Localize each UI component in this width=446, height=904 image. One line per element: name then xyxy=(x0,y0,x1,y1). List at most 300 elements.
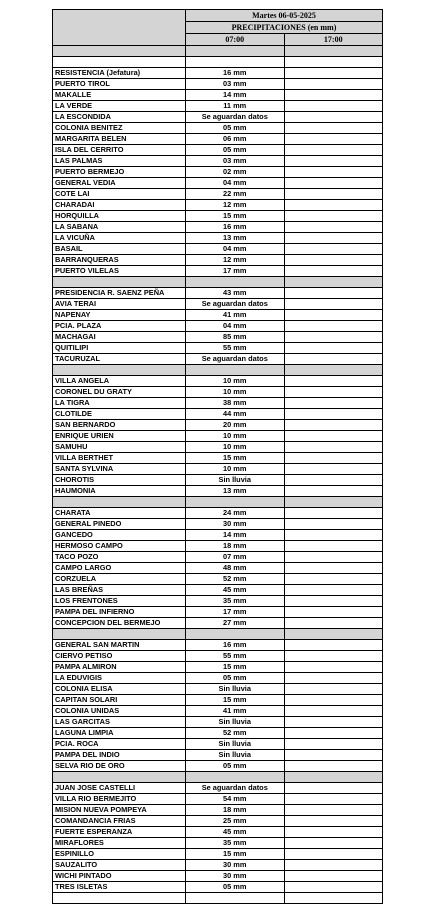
table-row xyxy=(53,255,383,266)
reading-1700 xyxy=(284,321,383,332)
table-row xyxy=(53,585,383,596)
reading-1700 xyxy=(284,464,383,475)
table-row xyxy=(53,695,383,706)
reading-1700 xyxy=(284,695,383,706)
station-name: MISION NUEVA POMPEYA xyxy=(53,805,186,816)
table-row xyxy=(53,519,383,530)
separator-cell xyxy=(284,629,383,640)
station-name: LAS GARCITAS xyxy=(53,717,186,728)
reading-0700: 48 mm xyxy=(186,563,285,574)
station-name: COLONIA UNIDAS xyxy=(53,706,186,717)
reading-0700: 13 mm xyxy=(186,233,285,244)
table-row xyxy=(53,343,383,354)
reading-1700 xyxy=(284,486,383,497)
reading-0700: 41 mm xyxy=(186,310,285,321)
station-name: HERMOSO CAMPO xyxy=(53,541,186,552)
reading-1700 xyxy=(284,233,383,244)
station-name: COLONIA BENITEZ xyxy=(53,123,186,134)
column-header-0700: 07:00 xyxy=(186,34,285,46)
reading-0700: 35 mm xyxy=(186,838,285,849)
reading-0700: 41 mm xyxy=(186,706,285,717)
blank-cell xyxy=(53,57,186,68)
reading-1700 xyxy=(284,607,383,618)
reading-1700 xyxy=(284,299,383,310)
station-name: MACHAGAI xyxy=(53,332,186,343)
separator-cell xyxy=(186,629,285,640)
reading-0700: Se aguardan datos xyxy=(186,112,285,123)
reading-0700: Se aguardan datos xyxy=(186,299,285,310)
separator-cell xyxy=(53,277,186,288)
table-row xyxy=(53,475,383,486)
reading-0700: 12 mm xyxy=(186,200,285,211)
reading-1700 xyxy=(284,420,383,431)
header-row-date xyxy=(53,10,383,22)
table-row xyxy=(53,849,383,860)
report-subtitle: PRECIPITACIONES (en mm) xyxy=(186,22,383,34)
reading-1700 xyxy=(284,310,383,321)
reading-0700: 30 mm xyxy=(186,871,285,882)
reading-1700 xyxy=(284,398,383,409)
station-name: GANCEDO xyxy=(53,530,186,541)
reading-1700 xyxy=(284,794,383,805)
reading-0700: 07 mm xyxy=(186,552,285,563)
reading-1700 xyxy=(284,123,383,134)
blank-cell xyxy=(284,893,383,904)
reading-0700: 10 mm xyxy=(186,387,285,398)
group-separator xyxy=(53,46,383,57)
reading-0700: Sin lluvia xyxy=(186,475,285,486)
reading-0700: 10 mm xyxy=(186,464,285,475)
reading-0700: 27 mm xyxy=(186,618,285,629)
table-row xyxy=(53,332,383,343)
table-row xyxy=(53,266,383,277)
reading-0700: 04 mm xyxy=(186,178,285,189)
table-row xyxy=(53,827,383,838)
reading-1700 xyxy=(284,211,383,222)
reading-1700 xyxy=(284,112,383,123)
station-name: MARGARITA BELEN xyxy=(53,134,186,145)
table-row xyxy=(53,398,383,409)
reading-1700 xyxy=(284,706,383,717)
reading-0700: 14 mm xyxy=(186,530,285,541)
station-name: PCIA. PLAZA xyxy=(53,321,186,332)
reading-0700: 35 mm xyxy=(186,596,285,607)
table-row xyxy=(53,739,383,750)
table-row xyxy=(53,189,383,200)
header-row-subtitle xyxy=(53,22,383,34)
reading-0700: 22 mm xyxy=(186,189,285,200)
reading-1700 xyxy=(284,255,383,266)
reading-0700: Se aguardan datos xyxy=(186,783,285,794)
table-row xyxy=(53,409,383,420)
station-name: VILLA ANGELA xyxy=(53,376,186,387)
station-name: QUITILIPI xyxy=(53,343,186,354)
blank-row xyxy=(53,57,383,68)
table-row xyxy=(53,310,383,321)
station-name: LAGUNA LIMPIA xyxy=(53,728,186,739)
reading-1700 xyxy=(284,431,383,442)
reading-0700: 16 mm xyxy=(186,222,285,233)
report-date: Martes 06-05-2025 xyxy=(186,10,383,22)
table-row xyxy=(53,673,383,684)
table-row xyxy=(53,79,383,90)
reading-1700 xyxy=(284,574,383,585)
blank-cell xyxy=(53,893,186,904)
reading-1700 xyxy=(284,508,383,519)
reading-1700 xyxy=(284,79,383,90)
reading-0700: 55 mm xyxy=(186,343,285,354)
table-row xyxy=(53,871,383,882)
table-row xyxy=(53,387,383,398)
station-name: PRESIDENCIA R. SAENZ PEÑA xyxy=(53,288,186,299)
table-row xyxy=(53,640,383,651)
station-name: RESISTENCIA (Jefatura) xyxy=(53,68,186,79)
table-row xyxy=(53,607,383,618)
reading-1700 xyxy=(284,475,383,486)
table-row xyxy=(53,574,383,585)
reading-0700: 45 mm xyxy=(186,585,285,596)
table-row xyxy=(53,860,383,871)
table-row xyxy=(53,508,383,519)
reading-1700 xyxy=(284,90,383,101)
reading-0700: 30 mm xyxy=(186,519,285,530)
table-row xyxy=(53,761,383,772)
station-name: VILLA RIO BERMEJITO xyxy=(53,794,186,805)
station-name: WICHI PINTADO xyxy=(53,871,186,882)
table-row xyxy=(53,244,383,255)
reading-0700: 15 mm xyxy=(186,695,285,706)
reading-0700: Se aguardan datos xyxy=(186,354,285,365)
station-name: BASAIL xyxy=(53,244,186,255)
reading-1700 xyxy=(284,167,383,178)
table-row xyxy=(53,321,383,332)
station-name: CHARADAI xyxy=(53,200,186,211)
station-name: CORZUELA xyxy=(53,574,186,585)
separator-cell xyxy=(284,365,383,376)
reading-0700: 24 mm xyxy=(186,508,285,519)
station-name: LAS BREÑAS xyxy=(53,585,186,596)
station-name: GENERAL SAN MARTIN xyxy=(53,640,186,651)
reading-0700: 55 mm xyxy=(186,651,285,662)
station-name: BARRANQUERAS xyxy=(53,255,186,266)
reading-1700 xyxy=(284,739,383,750)
table-row xyxy=(53,750,383,761)
table-row xyxy=(53,167,383,178)
blank-cell xyxy=(284,57,383,68)
reading-0700: 44 mm xyxy=(186,409,285,420)
reading-1700 xyxy=(284,189,383,200)
separator-cell xyxy=(53,497,186,508)
separator-cell xyxy=(284,497,383,508)
station-name: LA VICUÑA xyxy=(53,233,186,244)
reading-0700: 14 mm xyxy=(186,90,285,101)
reading-0700: 05 mm xyxy=(186,145,285,156)
reading-1700 xyxy=(284,717,383,728)
precipitation-table xyxy=(52,9,383,904)
reading-0700: Sin lluvia xyxy=(186,717,285,728)
header-blank-cell xyxy=(53,34,186,46)
reading-1700 xyxy=(284,860,383,871)
reading-1700 xyxy=(284,332,383,343)
table-row xyxy=(53,134,383,145)
station-name: SAN BERNARDO xyxy=(53,420,186,431)
reading-0700: 04 mm xyxy=(186,244,285,255)
table-row xyxy=(53,717,383,728)
group-separator xyxy=(53,629,383,640)
reading-1700 xyxy=(284,838,383,849)
reading-1700 xyxy=(284,728,383,739)
reading-1700 xyxy=(284,816,383,827)
blank-cell xyxy=(186,57,285,68)
table-row xyxy=(53,453,383,464)
reading-0700: 38 mm xyxy=(186,398,285,409)
table-row xyxy=(53,816,383,827)
station-name: ENRIQUE URIEN xyxy=(53,431,186,442)
reading-1700 xyxy=(284,783,383,794)
table-row xyxy=(53,882,383,893)
table-row xyxy=(53,112,383,123)
reading-1700 xyxy=(284,750,383,761)
reading-1700 xyxy=(284,640,383,651)
group-separator xyxy=(53,365,383,376)
station-name: COTE LAI xyxy=(53,189,186,200)
reading-0700: 18 mm xyxy=(186,805,285,816)
table-row xyxy=(53,68,383,79)
table-row xyxy=(53,123,383,134)
table-row xyxy=(53,486,383,497)
reading-1700 xyxy=(284,68,383,79)
station-name: PAMPA DEL INDIO xyxy=(53,750,186,761)
reading-0700: 15 mm xyxy=(186,211,285,222)
reading-0700: 10 mm xyxy=(186,376,285,387)
reading-1700 xyxy=(284,552,383,563)
reading-0700: 17 mm xyxy=(186,266,285,277)
table-row xyxy=(53,288,383,299)
reading-0700: 85 mm xyxy=(186,332,285,343)
table-row xyxy=(53,596,383,607)
station-name: ISLA DEL CERRITO xyxy=(53,145,186,156)
reading-0700: 05 mm xyxy=(186,673,285,684)
reading-0700: 05 mm xyxy=(186,761,285,772)
header-blank-cell xyxy=(53,10,186,22)
reading-1700 xyxy=(284,519,383,530)
table-row xyxy=(53,200,383,211)
reading-1700 xyxy=(284,387,383,398)
reading-1700 xyxy=(284,343,383,354)
reading-0700: 10 mm xyxy=(186,442,285,453)
separator-cell xyxy=(284,772,383,783)
station-name: LA ESCONDIDA xyxy=(53,112,186,123)
reading-0700: 05 mm xyxy=(186,123,285,134)
reading-1700 xyxy=(284,266,383,277)
reading-1700 xyxy=(284,585,383,596)
reading-1700 xyxy=(284,882,383,893)
group-separator xyxy=(53,772,383,783)
table-row xyxy=(53,354,383,365)
reading-0700: 04 mm xyxy=(186,321,285,332)
reading-0700: 43 mm xyxy=(186,288,285,299)
station-name: COLONIA ELISA xyxy=(53,684,186,695)
reading-1700 xyxy=(284,871,383,882)
station-name: JUAN JOSE CASTELLI xyxy=(53,783,186,794)
table-row xyxy=(53,530,383,541)
reading-0700: 25 mm xyxy=(186,816,285,827)
station-name: CHARATA xyxy=(53,508,186,519)
table-row xyxy=(53,651,383,662)
reading-0700: 45 mm xyxy=(186,827,285,838)
reading-0700: 20 mm xyxy=(186,420,285,431)
station-name: FUERTE ESPERANZA xyxy=(53,827,186,838)
reading-0700: 03 mm xyxy=(186,156,285,167)
reading-1700 xyxy=(284,134,383,145)
table-row xyxy=(53,376,383,387)
separator-cell xyxy=(186,772,285,783)
table-row xyxy=(53,805,383,816)
station-name: GENERAL PINEDO xyxy=(53,519,186,530)
reading-1700 xyxy=(284,761,383,772)
separator-cell xyxy=(186,497,285,508)
station-name: CAMPO LARGO xyxy=(53,563,186,574)
separator-cell xyxy=(53,46,186,57)
table-row xyxy=(53,662,383,673)
reading-0700: 12 mm xyxy=(186,255,285,266)
reading-1700 xyxy=(284,596,383,607)
reading-1700 xyxy=(284,288,383,299)
station-name: HAUMONIA xyxy=(53,486,186,497)
group-separator xyxy=(53,497,383,508)
table-row xyxy=(53,563,383,574)
reading-0700: 16 mm xyxy=(186,640,285,651)
table-row xyxy=(53,222,383,233)
station-name: MIRAFLORES xyxy=(53,838,186,849)
station-name: CIERVO PETISO xyxy=(53,651,186,662)
separator-cell xyxy=(284,46,383,57)
reading-1700 xyxy=(284,222,383,233)
station-name: CORONEL DU GRATY xyxy=(53,387,186,398)
table-row xyxy=(53,541,383,552)
reading-0700: 30 mm xyxy=(186,860,285,871)
station-name: PUERTO TIROL xyxy=(53,79,186,90)
reading-0700: 11 mm xyxy=(186,101,285,112)
reading-1700 xyxy=(284,673,383,684)
reading-1700 xyxy=(284,453,383,464)
station-name: GENERAL VEDIA xyxy=(53,178,186,189)
reading-1700 xyxy=(284,178,383,189)
table-row xyxy=(53,464,383,475)
table-row xyxy=(53,684,383,695)
station-name: NAPENAY xyxy=(53,310,186,321)
table-row xyxy=(53,706,383,717)
reading-1700 xyxy=(284,563,383,574)
table-row xyxy=(53,618,383,629)
table-row xyxy=(53,233,383,244)
station-name: HORQUILLA xyxy=(53,211,186,222)
separator-cell xyxy=(53,772,186,783)
reading-1700 xyxy=(284,618,383,629)
reading-0700: Sin lluvia xyxy=(186,684,285,695)
table-row xyxy=(53,431,383,442)
station-name: CONCEPCION DEL BERMEJO xyxy=(53,618,186,629)
station-name: AVIA TERAI xyxy=(53,299,186,310)
table-row xyxy=(53,420,383,431)
reading-0700: 10 mm xyxy=(186,431,285,442)
reading-1700 xyxy=(284,805,383,816)
reading-1700 xyxy=(284,145,383,156)
reading-1700 xyxy=(284,354,383,365)
reading-0700: 02 mm xyxy=(186,167,285,178)
reading-0700: 13 mm xyxy=(186,486,285,497)
reading-0700: 15 mm xyxy=(186,453,285,464)
table-row xyxy=(53,156,383,167)
table-row xyxy=(53,299,383,310)
reading-0700: 17 mm xyxy=(186,607,285,618)
reading-1700 xyxy=(284,827,383,838)
station-name: SAMUHU xyxy=(53,442,186,453)
reading-1700 xyxy=(284,662,383,673)
reading-1700 xyxy=(284,849,383,860)
station-name: PUERTO BERMEJO xyxy=(53,167,186,178)
station-name: CHOROTIS xyxy=(53,475,186,486)
station-name: LA TIGRA xyxy=(53,398,186,409)
station-name: LAS PALMAS xyxy=(53,156,186,167)
table-row xyxy=(53,90,383,101)
station-name: COMANDANCIA FRIAS xyxy=(53,816,186,827)
station-name: PAMPA ALMIRON xyxy=(53,662,186,673)
station-name: SELVA RIO DE ORO xyxy=(53,761,186,772)
reading-1700 xyxy=(284,409,383,420)
table-row xyxy=(53,794,383,805)
reading-0700: 18 mm xyxy=(186,541,285,552)
separator-cell xyxy=(186,365,285,376)
reading-1700 xyxy=(284,684,383,695)
table-row xyxy=(53,178,383,189)
reading-1700 xyxy=(284,244,383,255)
station-name: LOS FRENTONES xyxy=(53,596,186,607)
table-row xyxy=(53,552,383,563)
separator-cell xyxy=(186,46,285,57)
separator-cell xyxy=(53,365,186,376)
reading-0700: 15 mm xyxy=(186,662,285,673)
station-name: SAUZALITO xyxy=(53,860,186,871)
table-row xyxy=(53,728,383,739)
station-name: ESPINILLO xyxy=(53,849,186,860)
station-name: TACO POZO xyxy=(53,552,186,563)
reading-1700 xyxy=(284,541,383,552)
station-name: CLOTILDE xyxy=(53,409,186,420)
reading-0700: 52 mm xyxy=(186,728,285,739)
separator-cell xyxy=(284,277,383,288)
header-blank-cell xyxy=(53,22,186,34)
table-row xyxy=(53,145,383,156)
station-name: SANTA SYLVINA xyxy=(53,464,186,475)
reading-1700 xyxy=(284,156,383,167)
reading-1700 xyxy=(284,442,383,453)
station-name: LA VERDE xyxy=(53,101,186,112)
station-name: CAPITAN SOLARI xyxy=(53,695,186,706)
reading-0700: 54 mm xyxy=(186,794,285,805)
reading-0700: 16 mm xyxy=(186,68,285,79)
reading-0700: 15 mm xyxy=(186,849,285,860)
separator-cell xyxy=(53,629,186,640)
precipitation-report-sheet xyxy=(52,9,383,904)
reading-0700: 52 mm xyxy=(186,574,285,585)
blank-cell xyxy=(186,893,285,904)
reading-1700 xyxy=(284,376,383,387)
reading-0700: 05 mm xyxy=(186,882,285,893)
reading-0700: Sin lluvia xyxy=(186,739,285,750)
reading-1700 xyxy=(284,530,383,541)
table-row xyxy=(53,838,383,849)
